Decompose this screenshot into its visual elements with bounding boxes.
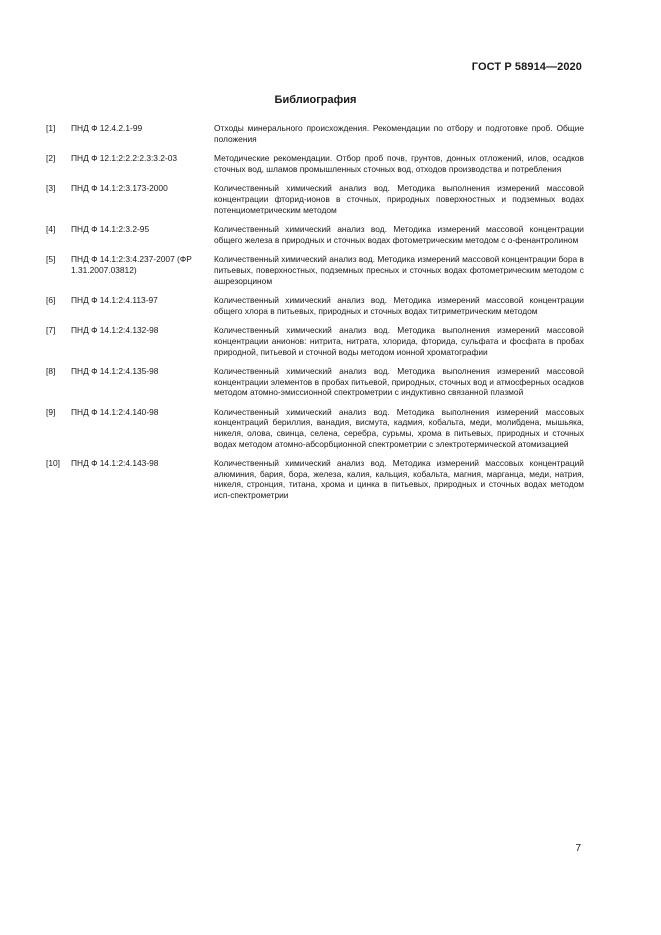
bibliography-entry bbox=[46, 458, 584, 500]
bibliography-entry bbox=[46, 254, 584, 286]
entry-title: Количественный химический анализ вод. Методика измерений массовой концентрации общего железа в природных и сточных водах фотометрическим методом с о-фенантролином bbox=[214, 224, 584, 245]
entry-title: Количественный химический анализ вод. Методика измерений массовой концентрации общего хлора в питьевых, природных и сточных водах титриметрическим методом bbox=[214, 295, 584, 316]
entry-code: ПНД Ф 14.1:2:3:4.237-2007 (ФР 1.31.2007.03812) bbox=[71, 254, 192, 275]
entry-code: ПНД Ф 12.1:2:2.2:2.3:3.2-03 bbox=[71, 153, 178, 164]
entry-title: Количественный химический анализ вод. Методика выполнения измерений массовой концентрации фторид-ионов в сточных, природных поверхностных и подземных водах потенциометрическим методом bbox=[214, 183, 584, 215]
entry-title: Методические рекомендации. Отбор проб почв, грунтов, донных отложений, илов, осадков сточных вод, шламов промышленных сточных вод, отходов производства и потребления bbox=[214, 153, 584, 174]
bibliography-list bbox=[46, 123, 584, 510]
entry-title: Количественный химический анализ вод. Методика выполнения измерений массовых концентраций бериллия, ванадия, висмута, кадмия, кобальта, меди, молибдена, мышьяка, никеля, олова, свинца, селена, серебра, сурьмы, хрома в питьевых, природных и сточных водах методом атомно-абсорбционной спектрометрии с электротермической атомизацией bbox=[214, 406, 584, 449]
entry-number: [9] bbox=[46, 406, 56, 417]
entry-number: [6] bbox=[46, 295, 56, 306]
standard-designation: ГОСТ Р 58914—2020 bbox=[471, 61, 582, 73]
bibliography-entry bbox=[46, 183, 584, 215]
entry-title: Отходы минерального происхождения. Рекомендации по отбору и подготовке проб. Общие положения bbox=[214, 123, 584, 144]
bibliography-entry bbox=[46, 153, 584, 174]
entry-code: ПНД Ф 14.1:2:3.2-95 bbox=[71, 224, 150, 235]
entry-code: ПНД Ф 12.4.2.1-99 bbox=[71, 123, 143, 133]
entry-title: Количественный химический анализ вод. Методика измерений массовой концентрации бора в питьевых, поверхностных, подземных пресных и сточных водах фотометрическим методом с ашрезорцином bbox=[214, 254, 584, 286]
bibliography-entry bbox=[46, 123, 584, 144]
bibliography-entry bbox=[46, 407, 584, 449]
entry-number: [4] bbox=[46, 224, 56, 235]
entry-code: ПНД Ф 14.1:2:3.173-2000 bbox=[71, 183, 168, 194]
entry-title: Количественный химический анализ вод. Методика измерений массовых концентраций алюминия, бария, бора, железа, калия, кальция, кобальта, магния, марганца, меди, натрия, никеля, стронция, титана, хрома и цинка в питьевых, природных и сточных водах методом исп-спектрометрии bbox=[214, 458, 584, 501]
entry-number: [10] bbox=[46, 458, 60, 469]
entry-title: Количественный химический анализ вод. Методика выполнения измерений массовой концентрации элементов в пробах питьевой, природных, сточных вод и атмосферных осадков методом атомно-эмиссионной спектрометрии с индуктивно связанной плазмой bbox=[214, 366, 584, 398]
entry-code: ПНД Ф 14.1:2:4.113-97 bbox=[71, 295, 158, 306]
section-title: Библиография bbox=[274, 94, 357, 106]
entry-number: [3] bbox=[46, 183, 56, 194]
entry-title: Количественный химический анализ вод. Методика выполнения измерений массовой концентрации анионов: нитрита, нитрата, хлорида, фторида, сульфата и фосфата в пробах природной, питьевой и сточной воды методом ионной хроматографии bbox=[214, 325, 584, 357]
entry-number: [8] bbox=[46, 366, 56, 377]
bibliography-entry bbox=[46, 224, 584, 245]
bibliography-entry bbox=[46, 295, 584, 316]
bibliography-entry bbox=[46, 366, 584, 398]
bibliography-entry bbox=[46, 325, 584, 357]
page-number: 7 bbox=[575, 843, 581, 854]
entry-number: [1] bbox=[46, 123, 56, 133]
entry-code: ПНД Ф 14.1:2:4.140-98 bbox=[71, 406, 159, 417]
entry-number: [2] bbox=[46, 153, 56, 164]
entry-code: ПНД Ф 14.1:2:4.143-98 bbox=[71, 458, 159, 469]
entry-number: [7] bbox=[46, 325, 56, 336]
entry-number: [5] bbox=[46, 254, 56, 265]
entry-code: ПНД Ф 14.1:2:4.135-98 bbox=[71, 366, 159, 377]
entry-code: ПНД Ф 14.1:2:4.132-98 bbox=[71, 325, 159, 336]
